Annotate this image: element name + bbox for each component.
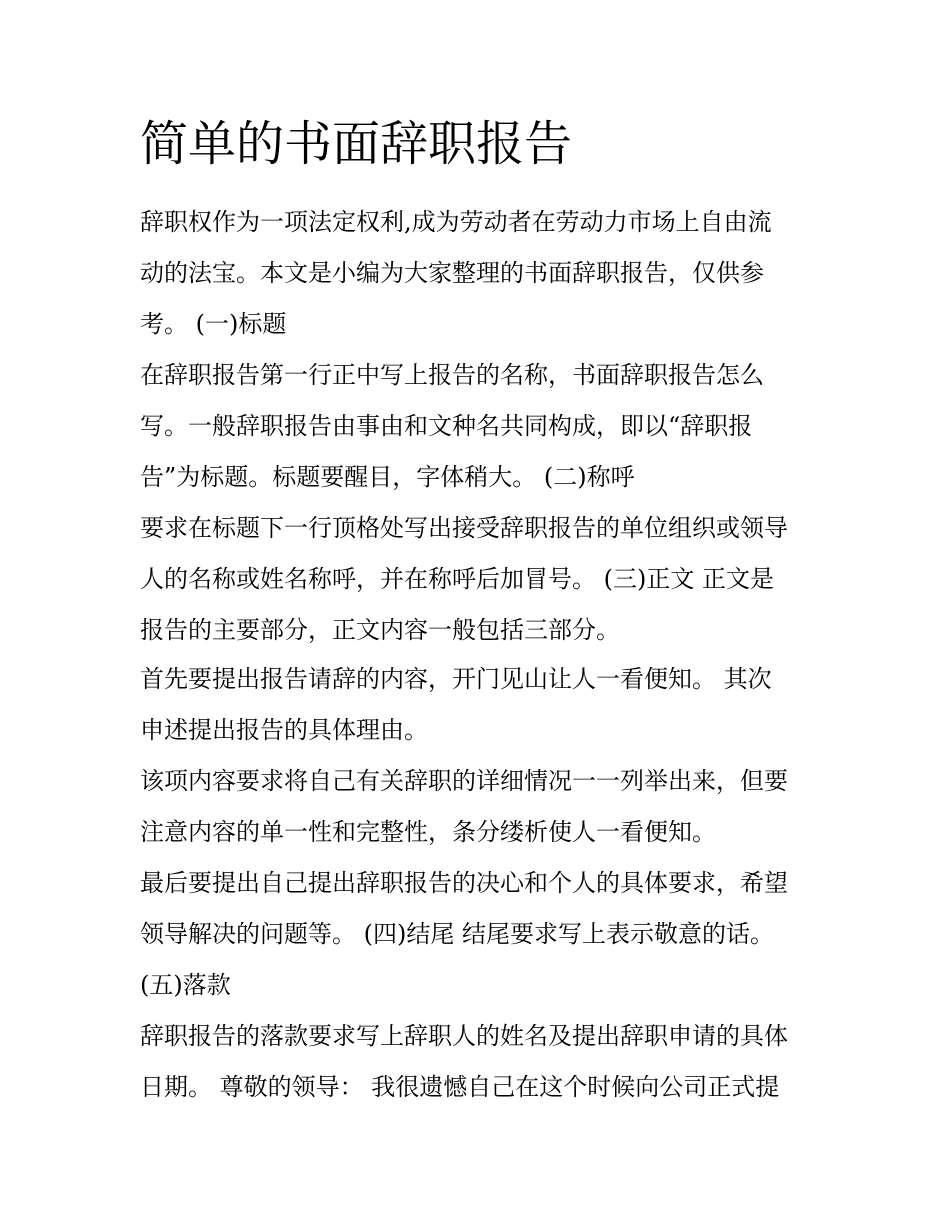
body-line: 报告的主要部分，正文内容一般包括三部分。 — [140, 616, 620, 644]
document-title: 简单的书面辞职报告 — [140, 116, 573, 172]
body-line: 最后要提出自己提出辞职报告的决心和个人的具体要求，希望 — [140, 869, 788, 897]
body-line: 要求在标题下一行顶格处写出接受辞职报告的单位组织或领导 — [140, 514, 788, 542]
body-line: 考。 (一)标题 — [140, 310, 287, 338]
body-line: (五)落款 — [140, 971, 231, 999]
body-line: 人的名称或姓名称呼，并在称呼后加冒号。 (三)正文 正文是 — [140, 565, 774, 593]
body-line: 领导解决的问题等。 (四)结尾 结尾要求写上表示敬意的话。 — [140, 920, 774, 948]
body-line: 该项内容要求将自己有关辞职的详细情况一一列举出来，但要 — [140, 767, 788, 795]
body-line: 告”为标题。标题要醒目，字体稍大。 (二)称呼 — [140, 463, 635, 491]
body-line: 注意内容的单一性和完整性，条分缕析使人一看便知。 — [140, 818, 716, 846]
body-line: 在辞职报告第一行正中写上报告的名称，书面辞职报告怎么 — [140, 361, 764, 389]
body-line: 日期。 尊敬的领导： 我很遗憾自己在这个时候向公司正式提 — [140, 1073, 780, 1101]
body-line: 申述提出报告的具体理由。 — [140, 716, 428, 744]
body-line: 辞职报告的落款要求写上辞职人的姓名及提出辞职申请的具体 — [140, 1022, 788, 1050]
body-line: 写。一般辞职报告由事由和文种名共同构成，即以“辞职报 — [140, 412, 753, 440]
body-line: 动的法宝。本文是小编为大家整理的书面辞职报告，仅供参 — [140, 259, 764, 287]
body-line: 辞职权作为一项法定权利,成为劳动者在劳动力市场上自由流 — [140, 208, 772, 236]
body-line: 首先要提出报告请辞的内容，开门见山让人一看便知。 其次 — [140, 665, 772, 693]
